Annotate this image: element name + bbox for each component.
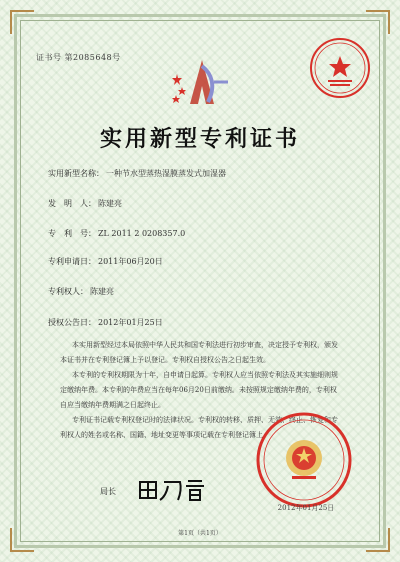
corner-ornament	[10, 10, 34, 34]
director-signature-icon	[136, 476, 208, 504]
certificate-number	[36, 52, 121, 63]
field-label: 专利权人：	[48, 287, 88, 296]
field-row	[48, 228, 185, 239]
national-emblem-seal-icon	[254, 410, 354, 510]
field-label: 专 利 号：	[48, 229, 96, 238]
grant-date-value: 2012年01月25日	[98, 318, 163, 327]
field-label: 专利申请日：	[48, 257, 96, 266]
field-value: 陈建亮	[98, 199, 122, 208]
field-value: 2011年06月20日	[98, 257, 163, 266]
official-seal-icon	[308, 36, 372, 100]
grant-date-row	[48, 317, 163, 328]
field-label: 发 明 人：	[48, 199, 96, 208]
field-row	[48, 256, 163, 267]
page-number: 第1页（共1页）	[178, 530, 222, 537]
field-row	[48, 168, 226, 179]
certificate-number-value: 第2085648号	[64, 53, 121, 62]
certificate-title: 实用新型专利证书	[99, 126, 300, 152]
field-value: ZL 2011 2 0208357.0	[98, 229, 186, 238]
field-row	[48, 198, 122, 209]
grant-date-label: 授权公告日：	[48, 318, 96, 327]
body-paragraph: 本实用新型经过本局依照中华人民共和国专利法进行初步审查，决定授予专利权，颁发本证书并在专利登记簿上予以登记。专利权自授权公告之日起生效。	[60, 341, 338, 364]
seal-date: 2012年01月25日	[277, 504, 335, 512]
certificate-number-label: 证书号	[36, 53, 62, 62]
field-value: 一种节水型蒸热湿膜蒸发式加湿器	[106, 169, 226, 178]
corner-ornament	[366, 10, 390, 34]
sipo-logo-icon	[168, 56, 232, 112]
field-value: 陈建亮	[90, 287, 114, 296]
director-label: 局长	[100, 487, 116, 496]
field-label: 实用新型名称：	[48, 169, 104, 178]
body-paragraph: 本专利的专利权期限为十年，自申请日起算。专利权人应当依照专利法及其实施细则规定缴纳年费。本专利的年费应当在每年06月20日前缴纳。未按照规定缴纳年费的，专利权自应当缴纳年费期满之日起终止。	[60, 371, 338, 409]
field-row	[48, 286, 114, 297]
body-paragraph: 专利证书记载专利权登记时的法律状况。专利权的转移、质押、无效、终止、恢复和专利权人的姓名或名称、国籍、地址变更等事项记载在专利登记簿上。	[60, 416, 338, 439]
